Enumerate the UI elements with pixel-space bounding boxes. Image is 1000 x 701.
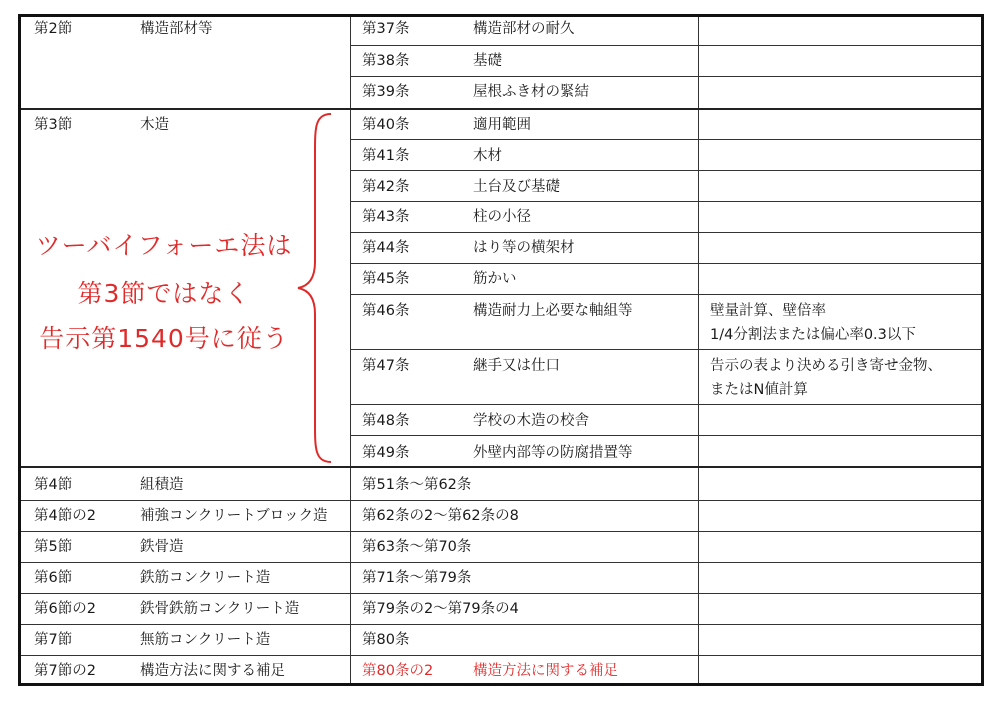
row-divider bbox=[350, 232, 981, 233]
article-number: 第42条 bbox=[362, 179, 410, 195]
article-title: 学校の木造の校舎 bbox=[473, 413, 589, 429]
note-text: 告示の表より決める引き寄せ金物、 bbox=[710, 358, 942, 374]
article-number: 第37条 bbox=[362, 21, 410, 37]
row-divider bbox=[21, 562, 981, 563]
article-number: 第38条 bbox=[362, 53, 410, 69]
article-title: 継手又は仕口 bbox=[473, 358, 560, 374]
article-title: 基礎 bbox=[473, 53, 502, 69]
article-number: 第45条 bbox=[362, 271, 410, 287]
column-divider bbox=[698, 17, 699, 683]
section-title: 補強コンクリートブロック造 bbox=[140, 508, 328, 524]
section-title: 無筋コンクリート造 bbox=[140, 632, 271, 648]
row-divider bbox=[350, 201, 981, 202]
article-number: 第48条 bbox=[362, 413, 410, 429]
article-range: 第71条～第79条 bbox=[362, 570, 472, 586]
section-number: 第2節 bbox=[34, 21, 73, 37]
article-number: 第80条の2 bbox=[362, 663, 434, 679]
annotation-line: 告示第1540号に従う bbox=[39, 324, 289, 353]
article-range: 第63条～第70条 bbox=[362, 539, 472, 555]
article-title: 外壁内部等の防腐措置等 bbox=[473, 445, 633, 461]
section-divider bbox=[21, 466, 981, 468]
article-title: 柱の小径 bbox=[473, 209, 531, 225]
row-divider bbox=[21, 624, 981, 625]
section-title: 鉄骨鉄筋コンクリート造 bbox=[140, 601, 300, 617]
section-number: 第6節 bbox=[34, 570, 73, 586]
article-number: 第40条 bbox=[362, 117, 410, 133]
article-title: はり等の横架材 bbox=[473, 240, 575, 256]
note-text: 1/4分割法または偏心率0.3以下 bbox=[710, 327, 916, 343]
article-range: 第51条～第62条 bbox=[362, 477, 472, 493]
section-divider bbox=[21, 108, 981, 110]
article-number: 第49条 bbox=[362, 445, 410, 461]
row-divider bbox=[21, 500, 981, 501]
article-title: 屋根ふき材の緊結 bbox=[473, 84, 589, 100]
note-text: 壁量計算、壁倍率 bbox=[710, 303, 826, 319]
section-title: 構造部材等 bbox=[140, 21, 213, 37]
article-title: 構造方法に関する補足 bbox=[473, 663, 618, 679]
row-divider bbox=[350, 139, 981, 140]
row-divider bbox=[21, 593, 981, 594]
article-number: 第41条 bbox=[362, 148, 410, 164]
row-divider bbox=[350, 45, 981, 46]
annotation-line: 第3節ではなく bbox=[77, 279, 251, 308]
annotation-line: ツーバイフォーエ法は bbox=[35, 231, 293, 260]
section-number: 第6節の2 bbox=[34, 601, 96, 617]
section-number: 第3節 bbox=[34, 117, 73, 133]
row-divider bbox=[350, 263, 981, 264]
article-title: 構造耐力上必要な軸組等 bbox=[473, 303, 633, 319]
article-title: 筋かい bbox=[473, 271, 517, 287]
section-title: 鉄筋コンクリート造 bbox=[140, 570, 271, 586]
section-title: 木造 bbox=[140, 117, 169, 133]
article-number: 第43条 bbox=[362, 209, 410, 225]
section-number: 第7節の2 bbox=[34, 663, 96, 679]
row-divider bbox=[350, 170, 981, 171]
section-number: 第7節 bbox=[34, 632, 73, 648]
article-number: 第46条 bbox=[362, 303, 410, 319]
article-number: 第47条 bbox=[362, 358, 410, 374]
row-divider bbox=[21, 531, 981, 532]
article-range: 第80条 bbox=[362, 632, 410, 648]
article-title: 構造部材の耐久 bbox=[473, 21, 575, 37]
article-number: 第44条 bbox=[362, 240, 410, 256]
column-divider bbox=[350, 17, 351, 683]
row-divider bbox=[350, 404, 981, 405]
article-number: 第39条 bbox=[362, 84, 410, 100]
article-title: 木材 bbox=[473, 148, 502, 164]
article-range: 第79条の2～第79条の4 bbox=[362, 601, 519, 617]
row-divider bbox=[350, 294, 981, 295]
section-title: 構造方法に関する補足 bbox=[140, 663, 285, 679]
article-title: 土台及び基礎 bbox=[473, 179, 560, 195]
row-divider bbox=[350, 76, 981, 77]
section-number: 第4節の2 bbox=[34, 508, 96, 524]
section-number: 第5節 bbox=[34, 539, 73, 555]
row-divider bbox=[21, 655, 981, 656]
article-range: 第62条の2～第62条の8 bbox=[362, 508, 519, 524]
curly-brace-icon bbox=[295, 112, 335, 464]
row-divider bbox=[350, 349, 981, 350]
section-title: 組積造 bbox=[140, 477, 184, 493]
section-title: 鉄骨造 bbox=[140, 539, 184, 555]
article-title: 適用範囲 bbox=[473, 117, 531, 133]
row-divider bbox=[350, 435, 981, 436]
section-number: 第4節 bbox=[34, 477, 73, 493]
note-text: またはN値計算 bbox=[710, 382, 808, 398]
